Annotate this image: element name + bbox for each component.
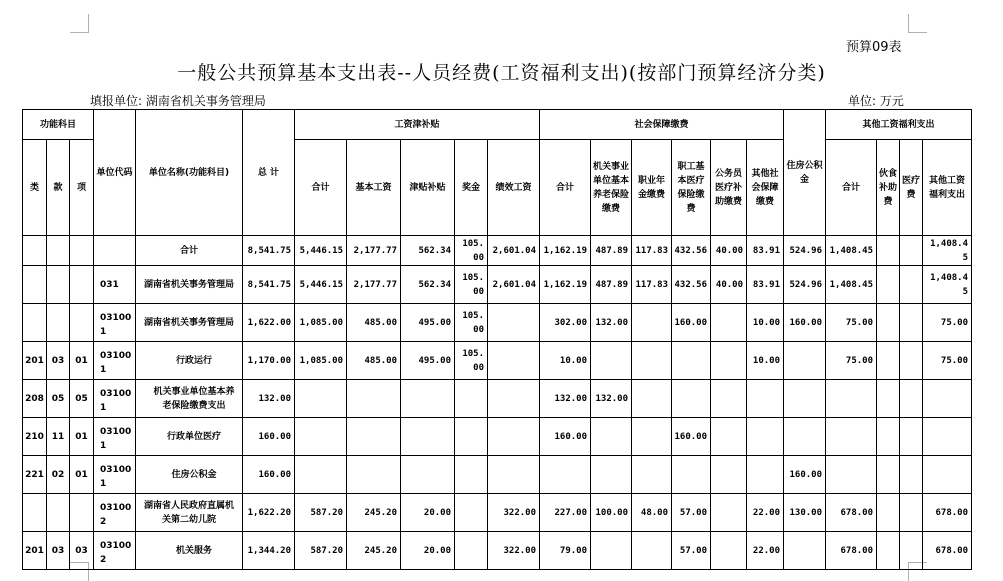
cell-wage bbox=[455, 418, 488, 456]
cell-wage bbox=[488, 456, 540, 494]
cell-xiang: 01 bbox=[70, 418, 94, 456]
cell-other bbox=[877, 266, 900, 304]
cell-unit-name: 机关事业单位基本养老保险缴费支出 bbox=[136, 380, 243, 418]
cell-social bbox=[672, 380, 711, 418]
cell-unit-name: 湖南省人民政府直属机关第二幼儿院 bbox=[136, 494, 243, 532]
header-row-1 bbox=[23, 110, 972, 140]
currency-unit: 单位: 万元 bbox=[848, 94, 904, 108]
cell-wage bbox=[455, 456, 488, 494]
cell-wage: 245.20 bbox=[347, 532, 401, 570]
cell-other bbox=[923, 418, 972, 456]
cell-wage: 2,177.77 bbox=[347, 266, 401, 304]
cell-wage: 2,177.77 bbox=[347, 236, 401, 266]
cell-total: 8,541.75 bbox=[243, 266, 295, 304]
cell-other bbox=[877, 494, 900, 532]
col-performance-wage: 绩效工资 bbox=[488, 140, 540, 236]
cell-other: 75.00 bbox=[826, 342, 877, 380]
cell-wage: 485.00 bbox=[347, 342, 401, 380]
cell-lei bbox=[23, 494, 47, 532]
cell-social: 57.00 bbox=[672, 494, 711, 532]
cell-other bbox=[900, 342, 923, 380]
cell-social bbox=[540, 456, 591, 494]
cell-social: 22.00 bbox=[747, 532, 784, 570]
cell-other bbox=[877, 418, 900, 456]
crop-mark-top-left bbox=[70, 14, 89, 33]
cell-wage bbox=[295, 380, 347, 418]
cell-wage bbox=[455, 532, 488, 570]
cell-xiang: 01 bbox=[70, 342, 94, 380]
cell-social: 22.00 bbox=[747, 494, 784, 532]
cell-social: 10.00 bbox=[747, 304, 784, 342]
col-pension: 机关事业单位基本养老保险缴费 bbox=[591, 140, 632, 236]
cell-social bbox=[711, 304, 747, 342]
budget-table bbox=[22, 109, 972, 570]
col-housing: 住房公积金 bbox=[784, 110, 826, 236]
cell-wage: 1,085.00 bbox=[295, 304, 347, 342]
cell-housing bbox=[784, 418, 826, 456]
cell-kuan: 03 bbox=[47, 532, 70, 570]
cell-lei: 201 bbox=[23, 342, 47, 380]
cell-wage bbox=[401, 456, 455, 494]
cell-wage bbox=[347, 380, 401, 418]
col-func-subject: 功能科目 bbox=[23, 110, 94, 140]
cell-social: 487.89 bbox=[591, 236, 632, 266]
cell-social: 117.83 bbox=[632, 236, 672, 266]
table-row bbox=[23, 532, 972, 570]
cell-housing: 524.96 bbox=[784, 236, 826, 266]
cell-other: 678.00 bbox=[923, 532, 972, 570]
cell-social: 100.00 bbox=[591, 494, 632, 532]
cell-social: 1,162.19 bbox=[540, 236, 591, 266]
col-medical-insurance: 职工基本医疗保险缴费 bbox=[672, 140, 711, 236]
cell-social bbox=[711, 418, 747, 456]
cell-total: 160.00 bbox=[243, 456, 295, 494]
cell-unit-code: 031001 bbox=[94, 380, 136, 418]
col-kuan: 款 bbox=[47, 140, 70, 236]
cell-unit-name: 行政运行 bbox=[136, 342, 243, 380]
cell-kuan: 03 bbox=[47, 342, 70, 380]
cell-wage: 245.20 bbox=[347, 494, 401, 532]
cell-social: 117.83 bbox=[632, 266, 672, 304]
cell-total: 1,622.00 bbox=[243, 304, 295, 342]
cell-wage bbox=[295, 418, 347, 456]
cell-other: 1,408.45 bbox=[923, 236, 972, 266]
cell-xiang bbox=[70, 236, 94, 266]
cell-social bbox=[711, 456, 747, 494]
cell-wage bbox=[455, 494, 488, 532]
cell-social bbox=[632, 380, 672, 418]
col-unit-code: 单位代码 bbox=[94, 110, 136, 236]
cell-social: 40.00 bbox=[711, 236, 747, 266]
cell-unit-code: 031001 bbox=[94, 456, 136, 494]
cell-lei: 201 bbox=[23, 532, 47, 570]
cell-social bbox=[632, 342, 672, 380]
cell-wage: 1,085.00 bbox=[295, 342, 347, 380]
cell-total: 160.00 bbox=[243, 418, 295, 456]
cell-other bbox=[826, 380, 877, 418]
cell-social: 160.00 bbox=[672, 418, 711, 456]
cell-other bbox=[900, 456, 923, 494]
col-other-total: 合计 bbox=[826, 140, 877, 236]
cell-kuan: 02 bbox=[47, 456, 70, 494]
col-lei: 类 bbox=[23, 140, 47, 236]
col-medical-fee: 医疗费 bbox=[900, 140, 923, 236]
cell-unit-name: 合计 bbox=[136, 236, 243, 266]
cell-wage bbox=[488, 304, 540, 342]
col-total: 总 计 bbox=[243, 110, 295, 236]
cell-other: 678.00 bbox=[826, 532, 877, 570]
cell-unit-name: 机关服务 bbox=[136, 532, 243, 570]
cell-total: 1,344.20 bbox=[243, 532, 295, 570]
cell-other: 1,408.45 bbox=[923, 266, 972, 304]
col-bonus: 奖金 bbox=[455, 140, 488, 236]
cell-housing: 160.00 bbox=[784, 456, 826, 494]
cell-wage: 485.00 bbox=[347, 304, 401, 342]
cell-housing: 524.96 bbox=[784, 266, 826, 304]
cell-social bbox=[711, 380, 747, 418]
cell-wage bbox=[401, 418, 455, 456]
cell-unit-name: 湖南省机关事务管理局 bbox=[136, 304, 243, 342]
table-row bbox=[23, 494, 972, 532]
cell-wage: 587.20 bbox=[295, 532, 347, 570]
cell-total: 1,622.20 bbox=[243, 494, 295, 532]
page-title: 一般公共预算基本支出表--人员经费(工资福利支出)(按部门预算经济分类) bbox=[177, 62, 826, 84]
cell-unit-name: 湖南省机关事务管理局 bbox=[136, 266, 243, 304]
cell-housing bbox=[784, 342, 826, 380]
cell-other: 75.00 bbox=[826, 304, 877, 342]
cell-other bbox=[923, 456, 972, 494]
cell-wage bbox=[488, 342, 540, 380]
cell-kuan bbox=[47, 304, 70, 342]
cell-xiang: 01 bbox=[70, 456, 94, 494]
cell-kuan bbox=[47, 266, 70, 304]
cell-social bbox=[591, 456, 632, 494]
cell-other bbox=[900, 494, 923, 532]
cell-lei bbox=[23, 236, 47, 266]
cell-wage bbox=[455, 380, 488, 418]
cell-wage: 2,601.04 bbox=[488, 236, 540, 266]
cell-other bbox=[900, 532, 923, 570]
cell-wage: 5,446.15 bbox=[295, 236, 347, 266]
cell-lei: 221 bbox=[23, 456, 47, 494]
cell-other: 1,408.45 bbox=[826, 266, 877, 304]
cell-housing bbox=[784, 532, 826, 570]
cell-wage: 20.00 bbox=[401, 494, 455, 532]
cell-social bbox=[711, 532, 747, 570]
cell-social bbox=[591, 418, 632, 456]
col-unit-name: 单位名称(功能科目) bbox=[136, 110, 243, 236]
cell-unit-code: 031002 bbox=[94, 532, 136, 570]
cell-housing: 130.00 bbox=[784, 494, 826, 532]
table-row bbox=[23, 418, 972, 456]
cell-unit-name: 行政单位医疗 bbox=[136, 418, 243, 456]
cell-social: 487.89 bbox=[591, 266, 632, 304]
cell-unit-name: 住房公积金 bbox=[136, 456, 243, 494]
cell-wage: 5,446.15 bbox=[295, 266, 347, 304]
col-allowance: 津贴补贴 bbox=[401, 140, 455, 236]
cell-other: 678.00 bbox=[923, 494, 972, 532]
table-row bbox=[23, 266, 972, 304]
cell-wage: 105.00 bbox=[455, 266, 488, 304]
cell-unit-code: 031001 bbox=[94, 304, 136, 342]
cell-social bbox=[711, 342, 747, 380]
table-row bbox=[23, 380, 972, 418]
cell-wage: 562.34 bbox=[401, 236, 455, 266]
cell-social bbox=[632, 456, 672, 494]
cell-lei: 210 bbox=[23, 418, 47, 456]
col-wage-total: 合计 bbox=[295, 140, 347, 236]
cell-social bbox=[672, 342, 711, 380]
form-number: 预算09表 bbox=[846, 40, 902, 55]
cell-social: 83.91 bbox=[747, 236, 784, 266]
cell-xiang bbox=[70, 304, 94, 342]
cell-social bbox=[711, 494, 747, 532]
cell-social bbox=[747, 418, 784, 456]
cell-total: 1,170.00 bbox=[243, 342, 295, 380]
cell-wage: 322.00 bbox=[488, 532, 540, 570]
cell-kuan: 11 bbox=[47, 418, 70, 456]
cell-total: 132.00 bbox=[243, 380, 295, 418]
cell-unit-code: 031001 bbox=[94, 418, 136, 456]
cell-total: 8,541.75 bbox=[243, 236, 295, 266]
cell-social: 10.00 bbox=[747, 342, 784, 380]
cell-kuan bbox=[47, 236, 70, 266]
cell-unit-code: 031001 bbox=[94, 342, 136, 380]
cell-social bbox=[591, 342, 632, 380]
cell-social bbox=[747, 380, 784, 418]
cell-wage bbox=[488, 418, 540, 456]
cell-xiang bbox=[70, 266, 94, 304]
cell-social: 1,162.19 bbox=[540, 266, 591, 304]
cell-social bbox=[632, 532, 672, 570]
cell-social bbox=[672, 456, 711, 494]
col-wage-group: 工资津补贴 bbox=[295, 110, 540, 140]
cell-other bbox=[877, 236, 900, 266]
cell-wage: 322.00 bbox=[488, 494, 540, 532]
cell-social bbox=[632, 418, 672, 456]
table-row bbox=[23, 236, 972, 266]
cell-social: 79.00 bbox=[540, 532, 591, 570]
cell-other bbox=[877, 532, 900, 570]
cell-social: 432.56 bbox=[672, 236, 711, 266]
cell-social: 40.00 bbox=[711, 266, 747, 304]
cell-social: 132.00 bbox=[591, 304, 632, 342]
cell-other bbox=[877, 304, 900, 342]
cell-wage: 2,601.04 bbox=[488, 266, 540, 304]
cell-social: 132.00 bbox=[540, 380, 591, 418]
cell-social: 57.00 bbox=[672, 532, 711, 570]
col-other-welfare: 其他工资福利支出 bbox=[923, 140, 972, 236]
col-xiang: 项 bbox=[70, 140, 94, 236]
cell-housing: 160.00 bbox=[784, 304, 826, 342]
cell-social bbox=[747, 456, 784, 494]
cell-social: 10.00 bbox=[540, 342, 591, 380]
cell-social: 432.56 bbox=[672, 266, 711, 304]
cell-social: 160.00 bbox=[540, 418, 591, 456]
cell-lei bbox=[23, 304, 47, 342]
col-other-social: 其他社会保障缴费 bbox=[747, 140, 784, 236]
cell-social: 83.91 bbox=[747, 266, 784, 304]
cell-other: 1,408.45 bbox=[826, 236, 877, 266]
cell-lei: 208 bbox=[23, 380, 47, 418]
cell-unit-code: 031 bbox=[94, 266, 136, 304]
cell-other bbox=[900, 236, 923, 266]
cell-wage bbox=[347, 456, 401, 494]
table-row bbox=[23, 342, 972, 380]
cell-social bbox=[591, 532, 632, 570]
cell-other bbox=[900, 304, 923, 342]
cell-other bbox=[826, 418, 877, 456]
cell-wage bbox=[488, 380, 540, 418]
cell-social: 48.00 bbox=[632, 494, 672, 532]
cell-kuan bbox=[47, 494, 70, 532]
cell-other bbox=[900, 380, 923, 418]
crop-mark-top-right bbox=[908, 14, 927, 33]
cell-xiang: 05 bbox=[70, 380, 94, 418]
cell-other bbox=[826, 456, 877, 494]
cell-wage bbox=[347, 418, 401, 456]
cell-wage: 562.34 bbox=[401, 266, 455, 304]
cell-wage: 495.00 bbox=[401, 304, 455, 342]
cell-wage: 105.00 bbox=[455, 304, 488, 342]
cell-wage: 105.00 bbox=[455, 236, 488, 266]
col-other-group: 其他工资福利支出 bbox=[826, 110, 972, 140]
cell-other bbox=[900, 418, 923, 456]
cell-wage: 20.00 bbox=[401, 532, 455, 570]
cell-social: 160.00 bbox=[672, 304, 711, 342]
col-meal-subsidy: 伙食补助费 bbox=[877, 140, 900, 236]
cell-other bbox=[877, 380, 900, 418]
cell-xiang: 03 bbox=[70, 532, 94, 570]
cell-wage bbox=[295, 456, 347, 494]
cell-other bbox=[877, 342, 900, 380]
col-social-group: 社会保障缴费 bbox=[540, 110, 784, 140]
table-row bbox=[23, 456, 972, 494]
cell-other: 678.00 bbox=[826, 494, 877, 532]
cell-wage: 587.20 bbox=[295, 494, 347, 532]
cell-other bbox=[877, 456, 900, 494]
cell-other: 75.00 bbox=[923, 342, 972, 380]
cell-wage bbox=[401, 380, 455, 418]
cell-wage: 495.00 bbox=[401, 342, 455, 380]
col-basic-wage: 基本工资 bbox=[347, 140, 401, 236]
cell-social: 302.00 bbox=[540, 304, 591, 342]
cell-kuan: 05 bbox=[47, 380, 70, 418]
col-social-total: 合计 bbox=[540, 140, 591, 236]
cell-unit-code: 031002 bbox=[94, 494, 136, 532]
cell-other: 75.00 bbox=[923, 304, 972, 342]
cell-unit-code bbox=[94, 236, 136, 266]
table-row bbox=[23, 304, 972, 342]
cell-social bbox=[632, 304, 672, 342]
cell-social: 132.00 bbox=[591, 380, 632, 418]
col-civil-servant-medical: 公务员医疗补助缴费 bbox=[711, 140, 747, 236]
cell-other bbox=[900, 266, 923, 304]
cell-xiang bbox=[70, 494, 94, 532]
cell-social: 227.00 bbox=[540, 494, 591, 532]
col-annuity: 职业年金缴费 bbox=[632, 140, 672, 236]
cell-other bbox=[923, 380, 972, 418]
cell-wage: 105.00 bbox=[455, 342, 488, 380]
cell-lei bbox=[23, 266, 47, 304]
cell-housing bbox=[784, 380, 826, 418]
reporting-unit: 填报单位: 湖南省机关事务管理局 bbox=[90, 94, 266, 108]
